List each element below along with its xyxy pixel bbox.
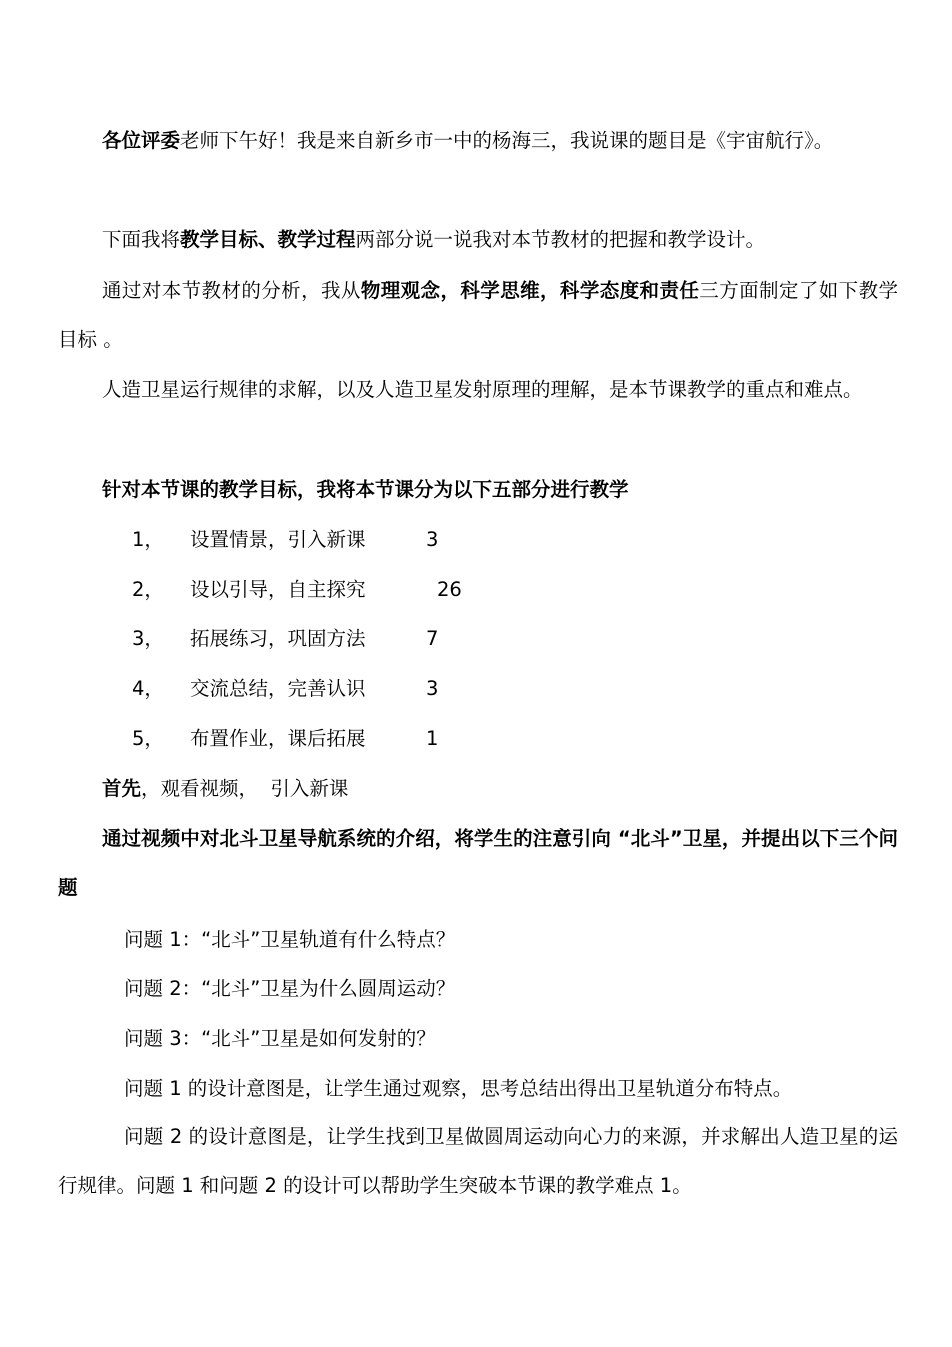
first-step-text: ，观看视频， 引入新课 [141, 777, 349, 800]
part-title: 拓展练习，巩固方法 [190, 627, 366, 650]
paragraph-objectives [58, 267, 898, 364]
question-1: 问题 1：“北斗”卫星轨道有什么特点？ [124, 928, 456, 951]
part-title: 设以引导，自主探究 [190, 578, 366, 601]
objectives-text-b: 三方面制定了如下教学目标 。 [58, 279, 898, 351]
part-minutes: 1 [426, 727, 439, 750]
paragraph-greeting [58, 117, 898, 166]
part-minutes: 3 [426, 677, 439, 700]
part-number: 1， [132, 528, 164, 551]
question-2-intent: 问题 2 的设计意图是，让学生找到卫星做圆周运动向心力的来源，并求解出人造卫星的运行规律。问题 1 和问题 2 的设计可以帮助学生突破本节课的教学难点 1。 [58, 1125, 898, 1197]
part-minutes: 26 [437, 578, 462, 601]
part-number: 2， [132, 578, 164, 601]
part-number: 5， [132, 727, 164, 750]
objectives-bold: 物理观念，科学思维，科学态度和责任 [360, 279, 700, 302]
part-number: 4， [132, 677, 164, 700]
part-minutes: 3 [426, 528, 439, 551]
part-title: 布置作业，课后拓展 [190, 727, 366, 750]
part-title: 交流总结，完善认识 [190, 677, 366, 700]
first-step-bold: 首先 [102, 777, 142, 800]
paragraph-first-step [102, 774, 348, 804]
outline-text-b: 两部分说一说我对本节教材的把握和教学设计。 [355, 228, 766, 251]
objectives-text-a: 通过对本节教材的分析，我从 [102, 279, 361, 302]
paragraph-outline [58, 216, 898, 265]
part-number: 3， [132, 627, 164, 650]
five-parts-intro-bold: 针对本节课的教学目标，我将本节课分为以下五部分进行教学 [102, 478, 629, 501]
greeting-bold: 各位评委 [102, 129, 181, 152]
paragraph-key-points [58, 366, 898, 415]
question-1-intent: 问题 1 的设计意图是，让学生通过观察，思考总结出得出卫星轨道分布特点。 [124, 1077, 793, 1100]
question-2: 问题 2：“北斗”卫星为什么圆周运动？ [124, 977, 456, 1000]
greeting-text: 老师下午好！我是来自新乡市一中的杨海三，我说课的题目是《宇宙航行》。 [180, 129, 834, 152]
paragraph-five-parts-intro [58, 466, 898, 515]
outline-bold: 教学目标、教学过程 [180, 228, 356, 251]
question-3: 问题 3：“北斗”卫星是如何发射的？ [124, 1027, 436, 1050]
part-title: 设置情景，引入新课 [190, 528, 366, 551]
video-intro-bold: 通过视频中对北斗卫星导航系统的介绍，将学生的注意引向 “北斗”卫星，并提出以下三个问题 [58, 827, 898, 899]
outline-text-a: 下面我将 [102, 228, 181, 251]
paragraph-video-intro [58, 815, 898, 912]
part-minutes: 7 [426, 627, 439, 650]
key-points-text: 人造卫星运行规律的求解，以及人造卫星发射原理的理解，是本节课教学的重点和难点。 [102, 378, 863, 401]
